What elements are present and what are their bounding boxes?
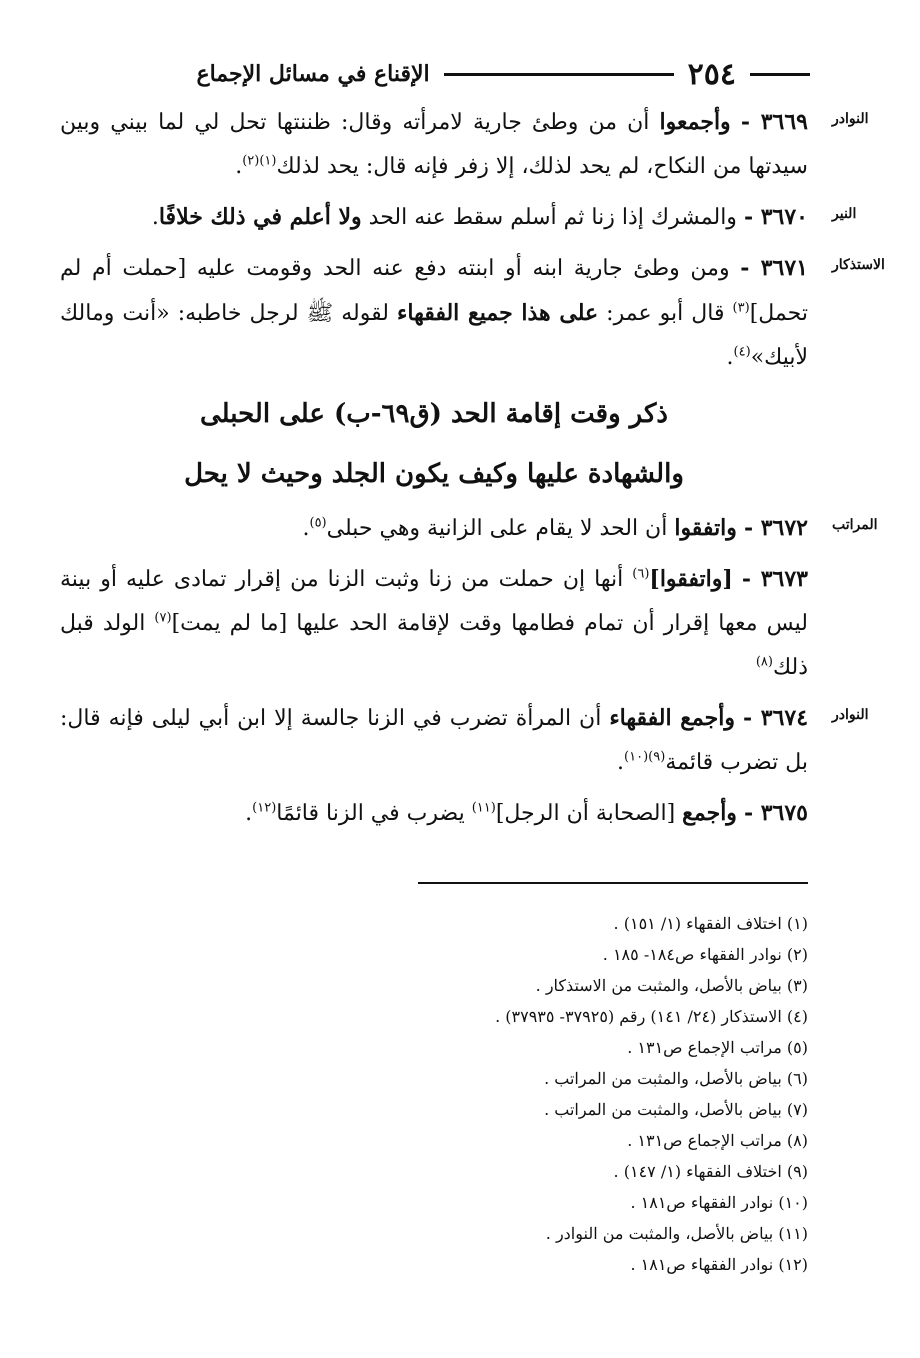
entry-text-end: . bbox=[302, 516, 310, 541]
entry-text-end: . bbox=[245, 801, 253, 826]
footnote-item: (٨) مراتب الإجماع ص١٣١ . bbox=[627, 1131, 808, 1150]
footnotes-list bbox=[108, 908, 808, 1280]
entry-3669 bbox=[60, 100, 869, 189]
margin-source-tag: النير bbox=[832, 206, 857, 222]
entry-text-end: . bbox=[726, 345, 734, 370]
section-heading-line1: ذكر وقت إقامة الحد (ق٦٩-ب) على الحبلى bbox=[200, 399, 668, 429]
margin-source-tag: الاستذكار bbox=[832, 257, 885, 273]
entry-text: ومن وطئ جارية ابنه أو ابنته دفع عنه الحد وقومت عليه [حملت أم لم تحمل] bbox=[60, 256, 808, 326]
entry-number: ٣٦٧٥ - bbox=[743, 800, 808, 826]
footnote-ref: (١١) bbox=[471, 800, 496, 816]
page-number: ٢٥٤ bbox=[687, 56, 736, 92]
footnote-ref: (٨) bbox=[755, 654, 773, 670]
footnote-item: (٩) اختلاف الفقهاء (١/ ١٤٧) . bbox=[613, 1162, 808, 1181]
footnote-ref: (٧) bbox=[154, 610, 172, 626]
entry-number: ٣٦٧١ - bbox=[740, 255, 808, 281]
entry-text: [الصحابة أن الرجل] bbox=[495, 801, 683, 826]
entry-number: ٣٦٧٠ - bbox=[743, 204, 808, 230]
book-title: الإقناع في مسائل الإجماع bbox=[196, 61, 430, 87]
entry-3671 bbox=[60, 246, 885, 380]
entry-3675 bbox=[60, 791, 808, 836]
entry-lead: واتفقوا bbox=[674, 515, 737, 541]
entry-text: الولد قبل ذلك bbox=[60, 611, 808, 680]
main-text bbox=[60, 100, 885, 842]
entry-lead: وأجمع الفقهاء bbox=[609, 705, 735, 731]
margin-source-tag: النوادر bbox=[832, 111, 869, 127]
entry-3674 bbox=[60, 696, 869, 785]
entry-text: قال أبو عمر: bbox=[598, 301, 733, 326]
entry-bold: ولا أعلم في ذلك خلافًا bbox=[158, 204, 362, 230]
entry-text-end: . bbox=[235, 154, 243, 179]
footnote-ref: (٤) bbox=[733, 344, 751, 360]
entry-text: أن المرأة تضرب في الزنا جالسة إلا ابن أبي ليلى فإنه قال: بل تضرب قائمة bbox=[60, 706, 808, 775]
entry-number: ٣٦٧٤ - bbox=[742, 705, 809, 731]
entry-3672 bbox=[60, 506, 878, 551]
entry-bold: على هذا جميع الفقهاء bbox=[397, 300, 599, 326]
footnote-ref: (٣) bbox=[732, 300, 750, 316]
entry-lead: وأجمع bbox=[682, 800, 737, 826]
header-rule-right bbox=[750, 73, 810, 76]
section-heading-line2: والشهادة عليها وكيف يكون الجلد وحيث لا يحل bbox=[184, 459, 684, 489]
margin-source-tag: النوادر bbox=[832, 707, 869, 723]
footnote-ref: (٩)(١٠) bbox=[624, 749, 666, 765]
entry-text: أن الحد لا يقام على الزانية وهي حبلى bbox=[326, 516, 675, 541]
running-header bbox=[60, 52, 810, 96]
footnote-item: (١) اختلاف الفقهاء (١/ ١٥١) . bbox=[613, 914, 808, 933]
entry-text: لقوله ﷺ لرجل خاطبه: «أنت ومالك لأبيك» bbox=[60, 301, 808, 370]
header-rule-middle bbox=[444, 73, 674, 76]
entry-text: والمشرك إذا زنا ثم أسلم سقط عنه الحد bbox=[361, 205, 744, 230]
entry-3670 bbox=[60, 195, 857, 240]
entry-number: ٣٦٧٣ - bbox=[741, 566, 808, 592]
footnote-item: (١٠) نوادر الفقهاء ص١٨١ . bbox=[630, 1193, 808, 1212]
entry-3673 bbox=[60, 557, 808, 690]
entry-number: ٣٦٦٩ - bbox=[740, 109, 808, 135]
entry-text-end: . bbox=[617, 750, 625, 775]
footnote-item: (٤) الاستذكار (٢٤/ ١٤١) رقم (٣٧٩٢٥- ٣٧٩٣٥) . bbox=[495, 1007, 808, 1026]
footnote-ref: (٦) bbox=[632, 566, 650, 582]
entry-lead: [واتفقوا] bbox=[649, 566, 733, 592]
footnote-item: (٥) مراتب الإجماع ص١٣١ . bbox=[627, 1038, 808, 1057]
footnote-item: (٣) بياض بالأصل، والمثبت من الاستذكار . bbox=[535, 976, 808, 995]
entry-text: أنها إن حملت من زنا وثبت الزنا من إقرار تمادى عليه أو بينة ليس معها إقرار أن تمام فطامها وقت لإقامة الحد عليها [ما لم يمت] bbox=[60, 567, 809, 636]
footnote-item: (٧) بياض بالأصل، والمثبت من المراتب . bbox=[544, 1100, 808, 1119]
footnote-ref: (٥) bbox=[309, 515, 327, 531]
footnote-item: (١١) بياض بالأصل، والمثبت من النوادر . bbox=[545, 1224, 808, 1243]
entry-text: يضرب في الزنا قائمًا bbox=[276, 801, 472, 826]
footnote-divider bbox=[418, 882, 808, 884]
entry-text-end: . bbox=[151, 205, 159, 230]
footnote-item: (٦) بياض بالأصل، والمثبت من المراتب . bbox=[544, 1069, 808, 1088]
entry-number: ٣٦٧٢ - bbox=[743, 515, 808, 541]
entry-text: أن من وطئ جارية لامرأته وقال: ظننتها تحل لي لما بيني وبين سيدتها من النكاح، لم يحد لذلك، إلا زفر فإنه قال: يحد لذلك bbox=[60, 110, 808, 179]
footnote-ref: (١٢) bbox=[252, 800, 277, 816]
footnote-ref: (١)(٢) bbox=[242, 153, 277, 169]
margin-source-tag: المراتب bbox=[832, 517, 878, 533]
footnote-item: (٢) نوادر الفقهاء ص١٨٤- ١٨٥ . bbox=[602, 945, 808, 964]
footnote-item: (١٢) نوادر الفقهاء ص١٨١ . bbox=[630, 1255, 808, 1274]
entry-lead: وأجمعوا bbox=[659, 109, 731, 135]
